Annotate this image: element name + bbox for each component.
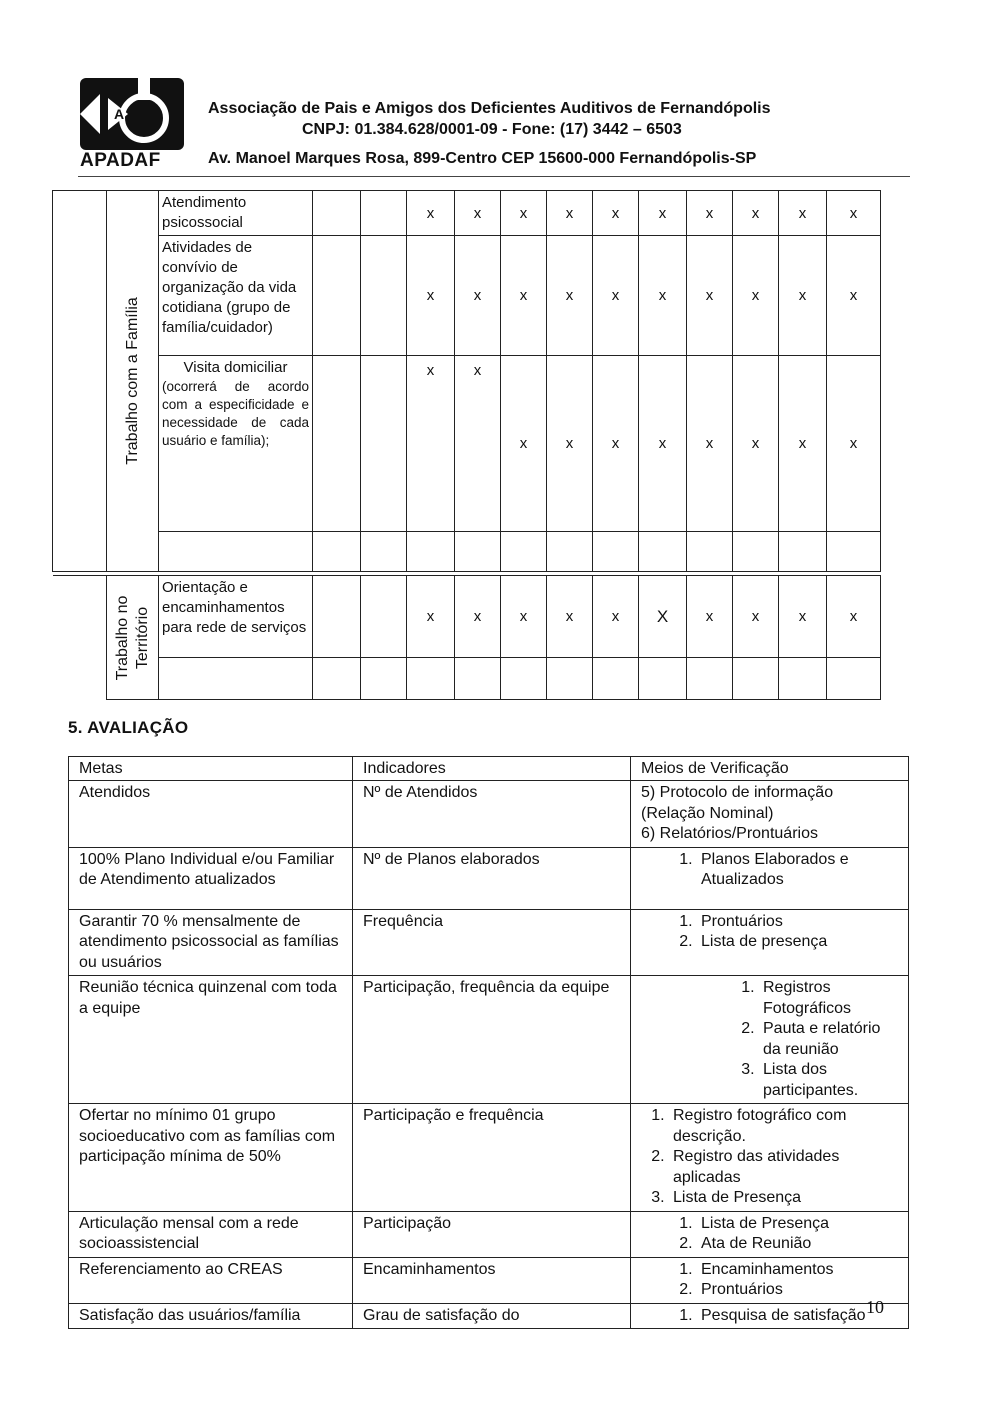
table-row	[53, 658, 881, 700]
mark-cell: x	[827, 576, 881, 658]
indicador-cell: Participação	[353, 1211, 631, 1257]
left-margin-cell	[53, 576, 107, 700]
section-title: 5. AVALIAÇÃO	[68, 718, 189, 737]
indicador-cell: Nº de Planos elaborados	[353, 847, 631, 909]
mark-cell	[361, 191, 407, 236]
svg-text:A: A	[114, 106, 125, 122]
meios-item: 2. Lista de presença	[697, 932, 898, 953]
mark-cell: x	[687, 356, 733, 532]
meta-cell: Atendidos	[69, 781, 353, 848]
left-margin-cell	[53, 191, 107, 572]
group-label-cell	[107, 191, 159, 572]
mark-cell: x	[639, 191, 687, 236]
mark-cell: x	[779, 356, 827, 532]
mark-cell	[313, 576, 361, 658]
group-label-cell	[107, 576, 159, 700]
mark-cell: x	[501, 236, 547, 356]
activity-cell: Atendimento psicossocial	[159, 191, 313, 236]
header-indicadores: Indicadores	[353, 757, 631, 781]
meios-item: 1. Prontuários	[697, 912, 898, 933]
activity-cell: Atividades de convívio de organização da vida cotidiana (grupo de família/cuidador)	[159, 236, 313, 356]
mark-cell: x	[827, 191, 881, 236]
mark-cell: x	[547, 576, 593, 658]
mark-cell	[313, 236, 361, 356]
meios-item: 1. Registro fotográfico com descrição.	[669, 1106, 898, 1147]
meios-item: 1. Lista de Presença	[697, 1214, 898, 1235]
mark-cell: x	[455, 576, 501, 658]
mark-cell	[361, 356, 407, 532]
meios-cell	[631, 1104, 909, 1212]
group-label-familia: Trabalho com a Família	[123, 297, 141, 465]
table-row	[69, 1303, 909, 1329]
mark-cell: x	[639, 356, 687, 532]
meios-item: 3. Lista de Presença	[669, 1188, 898, 1209]
header-meios: Meios de Verificação	[631, 757, 909, 781]
indicador-cell: Encaminhamentos	[353, 1257, 631, 1303]
table-row	[53, 236, 881, 356]
table-row	[53, 356, 881, 532]
mark-cell: x	[593, 576, 639, 658]
table-row	[53, 532, 881, 572]
activity-schedule-table	[52, 190, 881, 700]
indicador-cell: Participação, frequência da equipe	[353, 976, 631, 1104]
table-row	[53, 191, 881, 236]
mark-cell	[361, 576, 407, 658]
meta-cell: Ofertar no mínimo 01 grupo socioeducativo com as famílias com participação mínima de 50%	[69, 1104, 353, 1212]
meios-item: 2. Ata de Reunião	[697, 1234, 898, 1255]
table-row	[69, 976, 909, 1104]
mark-cell: x	[779, 576, 827, 658]
mark-cell: x	[501, 576, 547, 658]
activity-cell: Orientação e encaminhamentos para rede de serviços	[159, 576, 313, 658]
meios-item: 1. Pesquisa de satisfação	[697, 1306, 898, 1327]
indicador-cell: Grau de satisfação do	[353, 1303, 631, 1329]
meios-item: 6) Relatórios/Prontuários	[641, 825, 818, 842]
meta-cell: Referenciamento ao CREAS	[69, 1257, 353, 1303]
meta-cell: 100% Plano Individual e/ou Familiar de Atendimento atualizados	[69, 847, 353, 909]
table-row	[53, 576, 881, 658]
mark-cell: x	[547, 236, 593, 356]
indicador-cell: Frequência	[353, 909, 631, 976]
meios-item: 1. Planos Elaborados e Atualizados	[697, 850, 898, 891]
meios-item: 2. Pauta e relatório da reunião	[759, 1019, 898, 1060]
meta-cell: Reunião técnica quinzenal com toda a equipe	[69, 976, 353, 1104]
header-divider	[78, 176, 910, 177]
meta-cell: Garantir 70 % mensalmente de atendimento psicossocial as famílias ou usuários	[69, 909, 353, 976]
mark-cell: x	[593, 356, 639, 532]
table-row	[69, 1104, 909, 1212]
mark-cell: x	[455, 356, 501, 532]
meta-cell: Articulação mensal com a rede socioassistencial	[69, 1211, 353, 1257]
group-label-territorio: Trabalho no Território	[113, 595, 151, 680]
meios-item: 2. Registro das atividades aplicadas	[669, 1147, 898, 1188]
mark-cell: x	[779, 236, 827, 356]
meios-cell	[631, 1211, 909, 1257]
header-metas: Metas	[69, 757, 353, 781]
evaluation-table	[68, 756, 909, 1329]
org-cnpj-phone: CNPJ: 01.384.628/0001-09 - Fone: (17) 3442 – 6503	[302, 121, 682, 138]
mark-cell: x	[733, 236, 779, 356]
mark-cell: x	[827, 356, 881, 532]
mark-cell: x	[501, 191, 547, 236]
meios-cell	[631, 909, 909, 976]
mark-cell: x	[501, 356, 547, 532]
meios-item: 3. Lista dos participantes.	[759, 1060, 898, 1101]
mark-cell: x	[547, 191, 593, 236]
org-address: Av. Manoel Marques Rosa, 899-Centro CEP 15600-000 Fernandópolis-SP	[208, 150, 757, 167]
mark-cell: x	[407, 356, 455, 532]
mark-cell: x	[733, 576, 779, 658]
indicador-cell: Nº de Atendidos	[353, 781, 631, 848]
table-row	[69, 781, 909, 848]
mark-cell: x	[455, 236, 501, 356]
meta-cell: Satisfação das usuários/família	[69, 1303, 353, 1329]
mark-cell: x	[455, 191, 501, 236]
mark-cell	[313, 356, 361, 532]
table-row	[69, 1257, 909, 1303]
mark-cell: x	[827, 236, 881, 356]
mark-cell: x	[407, 576, 455, 658]
mark-cell: x	[687, 236, 733, 356]
mark-cell: x	[547, 356, 593, 532]
mark-cell: x	[687, 191, 733, 236]
activity-cell	[159, 532, 313, 572]
meios-cell	[631, 976, 909, 1104]
mark-cell: x	[639, 236, 687, 356]
table-header-row	[69, 757, 909, 781]
mark-cell	[361, 236, 407, 356]
mark-cell: x	[407, 236, 455, 356]
mark-cell	[313, 191, 361, 236]
meios-item: 5) Protocolo de informação (Relação Nominal)	[641, 784, 834, 822]
mark-cell: x	[733, 356, 779, 532]
meios-item: 1. Registros Fotográficos	[759, 978, 898, 1019]
meios-item: 2. Prontuários	[697, 1280, 898, 1301]
org-name: Associação de Pais e Amigos dos Deficientes Auditivos de Fernandópolis	[208, 100, 771, 117]
indicador-cell: Participação e frequência	[353, 1104, 631, 1212]
page-number: 10	[866, 1297, 884, 1317]
table-row	[69, 1211, 909, 1257]
table-row	[69, 847, 909, 909]
mark-cell: x	[407, 191, 455, 236]
mark-cell: x	[593, 191, 639, 236]
meios-cell	[631, 781, 909, 848]
meios-item: 1. Encaminhamentos	[697, 1260, 898, 1281]
mark-cell: x	[733, 191, 779, 236]
logo-text: APADAF	[80, 150, 161, 171]
meios-cell	[631, 847, 909, 909]
mark-cell: x	[779, 191, 827, 236]
table-row	[69, 909, 909, 976]
activity-cell	[159, 356, 313, 532]
activity-cell	[159, 658, 313, 700]
mark-cell: x	[687, 576, 733, 658]
activity-detail: (ocorrerá de acordo com a especificidade e necessidade de cada usuário e família);	[162, 379, 309, 448]
mark-cell: x	[593, 236, 639, 356]
mark-cell: X	[639, 576, 687, 658]
activity-title: Visita domiciliar	[183, 359, 288, 376]
